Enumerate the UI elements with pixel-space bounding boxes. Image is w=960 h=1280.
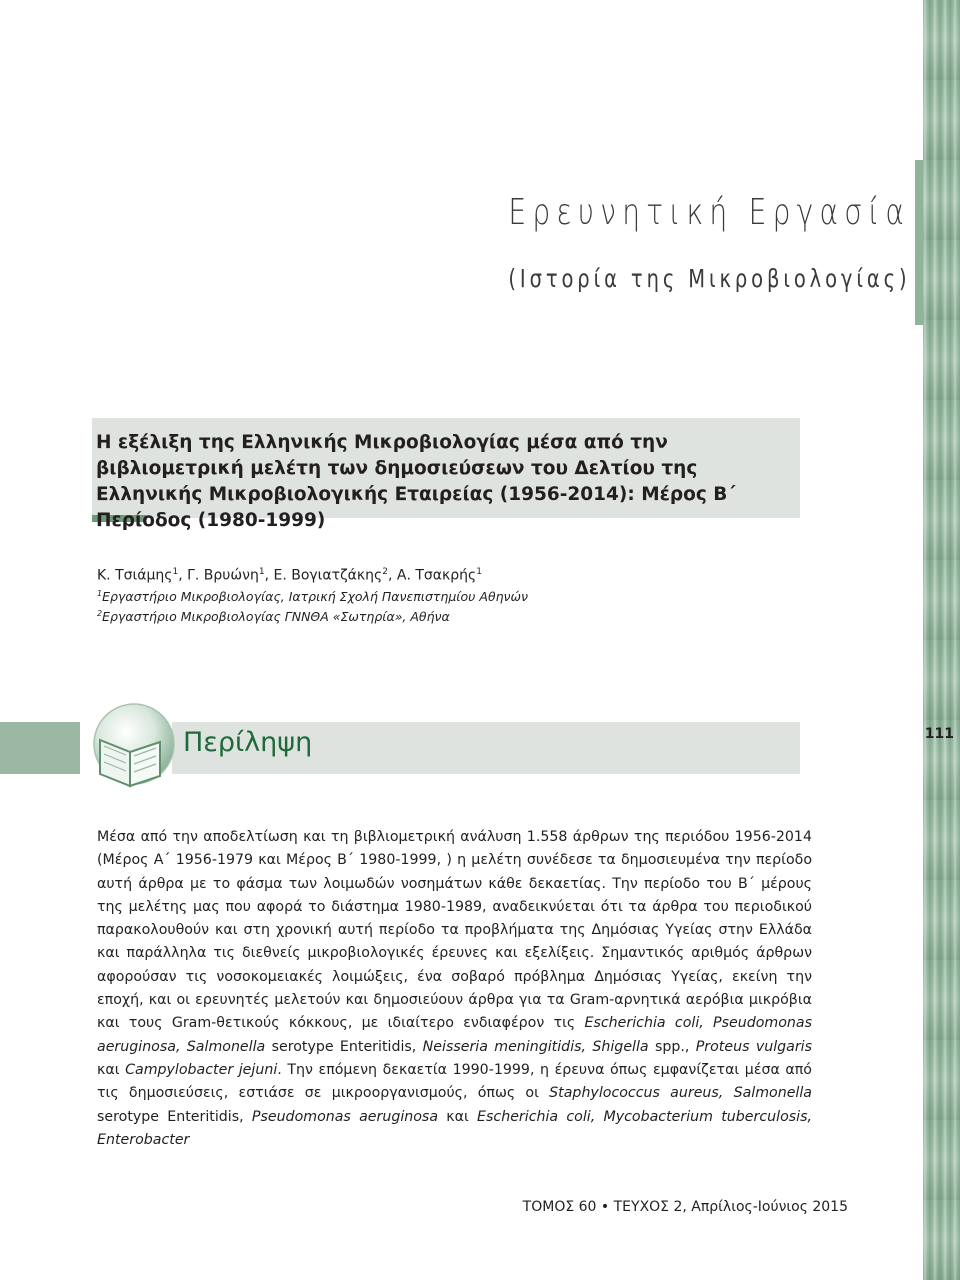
author-name: Κ. Τσιάμης [97,567,173,584]
page-number: 111 [924,726,954,742]
author-list: Κ. Τσιάμης$^1$, Γ. Βρυώνη$^1$, Ε. Βογιατζάκης$^2$, Α. Τσακρής$^1$ [97,567,482,584]
abstract-heading: Περίληψη [183,727,313,758]
author-affiliation-mark: 2 [382,567,388,577]
author-affiliation-mark: 1 [258,567,265,577]
abstract-text-run: spp., [648,1038,696,1055]
affiliation-number: 2 [97,609,103,618]
abstract-species-name: Escherichia coli, Mycobacterium tuberculosis, Enterobacter [97,1108,812,1148]
affiliation-1 [97,589,528,604]
abstract-text-run: serotype Enteritidis, [97,1108,252,1125]
abstract-species-name: Campylobacter jejuni [125,1061,278,1078]
author-affiliation-mark: 1 [172,567,179,577]
abstract-species-name: Proteus vulgaris [695,1038,813,1055]
author-affiliation-mark: 1 [476,567,482,577]
strip-notch-top [915,160,923,325]
affiliation-2 [97,609,450,624]
abstract-body [97,826,812,1152]
book-icon [80,700,184,794]
abstract-species-name: Neisseria meningitidis, Shigella [422,1038,649,1055]
abstract-bar-left [0,722,80,774]
affiliation-text: Εργαστήριο Μικροβιολογίας, Ιατρική Σχολή Πανεπιστημίου Αθηνών [102,589,528,605]
abstract-text-run: Μέσα από την αποδελτίωση και τη βιβλιομετρική ανάλυση 1.558 άρθρων της περιόδου 1956-2014 (Μέρος Α΄ 1956-1979 και Μέρος Β΄ 1980-1999, ) η μελέτη συνέδεσε τα δημοσιευμένα την περίοδο αυτή άρθρα με το φάσμα των λοιμωδών νοσημάτων κάθε δεκαετίας. Την περίοδο του Β΄ μέρους της μελέτης μας που αφορά το διάστημα 1980-1989, αναδεικνύεται ότι τα άρθρα του περιοδικού παρακολουθούν και στη χρονική αυτή περίοδο τα προβλήματα της Δημόσιας Υγείας στην Ελλάδα και παράλληλα τις διεθνείς μικροβιολογικές έρευνες και εξελίξεις. Σημαντικός αριθμός άρθρων αφορούσαν τις νοσοκομειακές λοιμώξεις, ένα σοβαρό πρόβλημα Δημόσιας Υγείας, εκείνη την εποχή, και οι ερευνητές μελετούν και δημοσιεύουν άρθρα για τα Gram-αρνητικά αερόβια μικρόβια και τους Gram-θετικούς κόκκους, με ιδιαίτερο ενδιαφέρον τις [97,829,812,1032]
footer-volume: ΤΟΜΟΣ 60 [522,1199,597,1215]
author-name: Α. Τσακρής [396,567,477,584]
article-title: Η εξέλιξη της Ελληνικής Μικροβιολογίας μέσα από την βιβλιομετρική μελέτη των δημοσιεύσεων του Δελτίου της Ελληνικής Μικροβιολογικής Εταιρείας (1956-2014): Μέρος Β΄ Περίοδος (1980-1999) [96,432,736,531]
footer-issue: ΤΕΥΧΟΣ 2, Απρίλιος-Ιούνιος 2015 [613,1199,848,1215]
affiliation-text: Εργαστήριο Μικροβιολογίας ΓΝΝΘΑ «Σωτηρία», Αθήνα [102,609,450,625]
decorative-side-strip [923,0,960,1280]
affiliation-number: 1 [97,589,103,598]
author-name: Ε. Βογιατζάκης [273,567,383,584]
abstract-text-run: serotype Enteritidis, [265,1038,423,1055]
abstract-species-name: Staphylococcus aureus, Salmonella [549,1085,813,1102]
abstract-species-name: Escherichia coli, Pseudomonas aeruginosa, Salmonella [97,1015,812,1055]
abstract-text-run: και [97,1061,126,1078]
author-name: Γ. Βρυώνη [187,567,259,584]
section-subtitle: (Ιστορία της Μικροβιολογίας) [507,264,910,293]
abstract-species-name: Pseudomonas aeruginosa [251,1108,439,1125]
abstract-text-run: . Την επόμενη δεκαετία 1990-1999, η έρευνα όπως εμφανίζεται μέσα από τις δημοσιεύσεις, εστιάσε σε μικροοργανισμούς, όπως οι [97,1061,812,1102]
footer-separator: • [600,1199,610,1215]
section-title: Ερευνητική Εργασία [508,192,910,233]
journal-footer [523,1199,848,1215]
abstract-text-run: και [438,1108,478,1125]
